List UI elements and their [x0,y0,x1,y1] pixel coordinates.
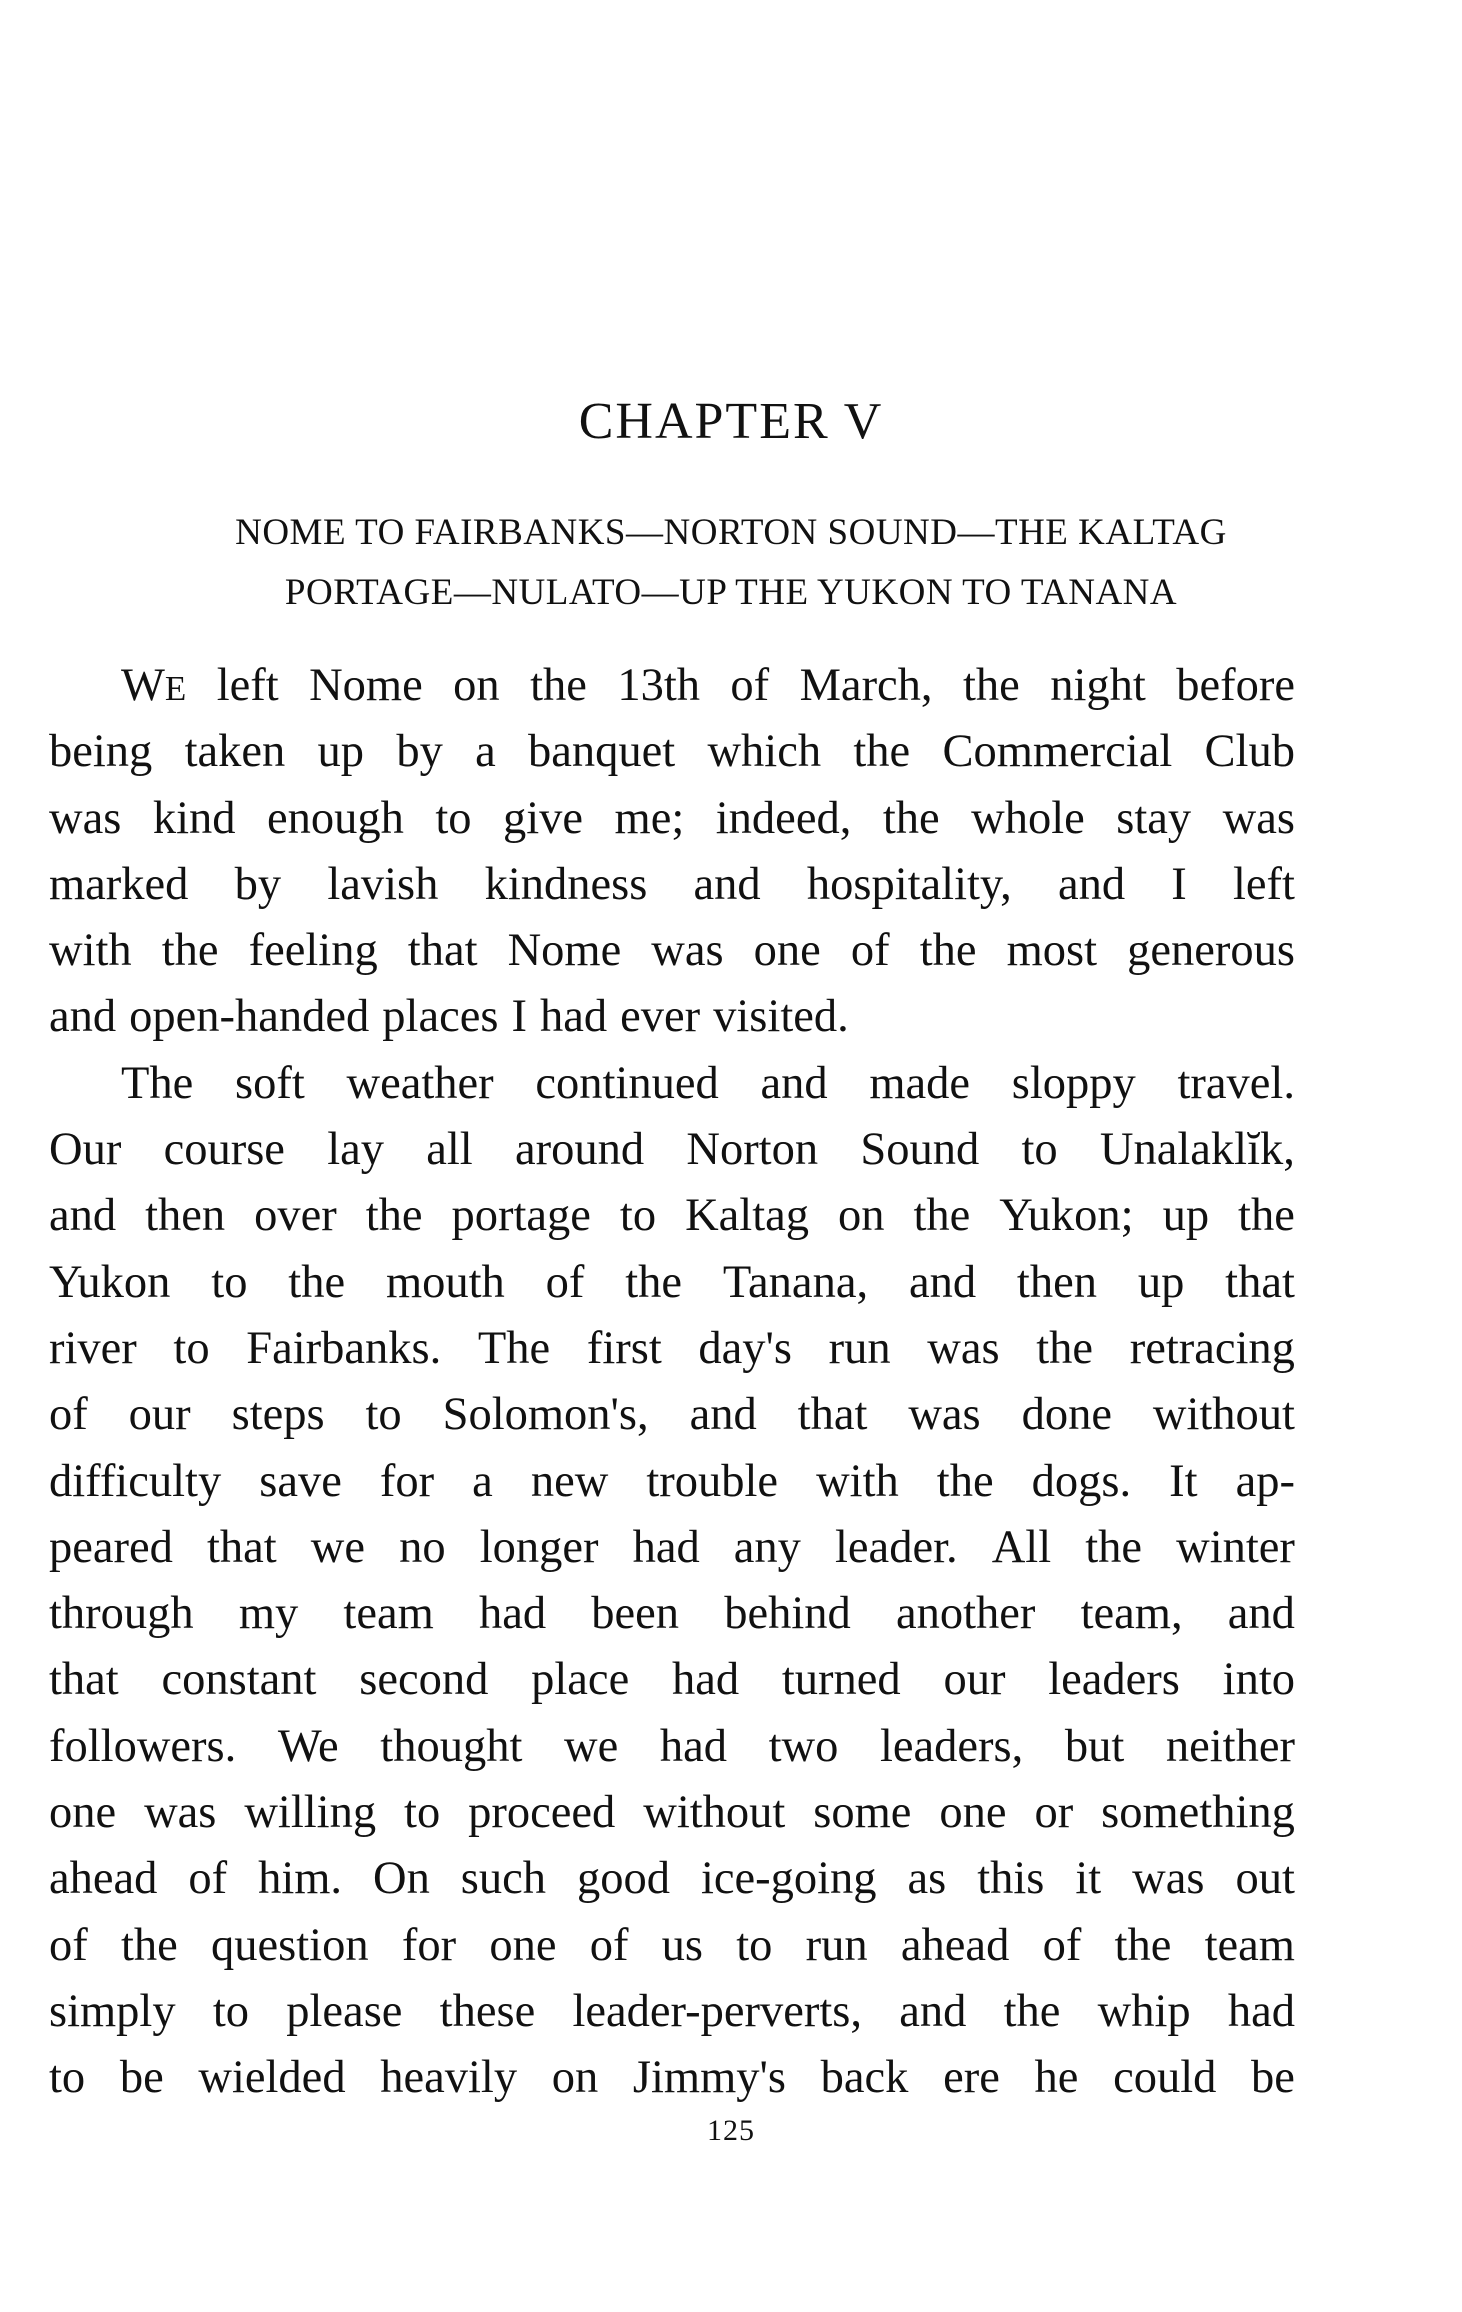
word: travel. [1177,1057,1295,1109]
word: was [1222,792,1295,844]
word: been [591,1588,680,1640]
word: to [173,1322,210,1374]
word: being [49,726,153,778]
word: on [453,660,500,711]
word: I [511,991,527,1043]
word: these [439,1985,536,2037]
word: ap- [1235,1455,1295,1507]
word: the [853,726,911,778]
word: out [1235,1853,1295,1905]
word: marked [49,858,189,910]
word: of [49,1919,88,1971]
word: Kaltag [685,1190,810,1242]
word: with [816,1455,899,1507]
word: was [49,792,122,844]
word: all [426,1124,473,1176]
word: left [216,660,279,711]
word: please [286,1985,403,2037]
word: up [1162,1190,1210,1242]
word: lavish [327,858,439,910]
word: taken [184,726,286,778]
word: the [365,1190,423,1242]
text-line [49,1979,1295,2045]
word: without [643,1787,786,1839]
word: ahead [900,1919,1010,1971]
word: Tanana, [722,1256,869,1308]
word: by [396,726,443,778]
word: day's [698,1322,792,1374]
word: was [927,1322,1000,1374]
word: and [693,858,761,910]
word: something [1101,1787,1295,1839]
word: feeling [248,925,378,977]
word: new [530,1455,609,1507]
word: winter [1176,1521,1295,1573]
word: had [539,991,608,1043]
word: trouble [646,1455,779,1507]
page-number: 125 [707,2114,755,2147]
text-line [49,719,1295,785]
word: night [1050,660,1146,711]
word: Yukon; [999,1190,1134,1242]
text-line [49,1051,1295,1117]
word: leaders, [879,1720,1024,1772]
word: done [1021,1389,1112,1441]
text-line [49,1316,1295,1382]
word: some [813,1787,912,1839]
word: ere [943,2052,1000,2104]
text-line [49,1714,1295,1780]
word: kind [152,792,236,844]
word: left [1232,858,1295,910]
word: It [1169,1455,1198,1507]
word: of [730,660,770,711]
word: Fairbanks. [246,1322,442,1374]
word: the [962,660,1020,711]
word: no [399,1521,446,1573]
word: heavily [380,2052,518,2104]
word: Our [49,1124,122,1176]
word: the [1085,1521,1143,1573]
chapter-subtitle-line: NOME TO FAIRBANKS—NORTON SOUND—THE KALTAG [235,512,1227,553]
word: dogs. [1031,1455,1132,1507]
word: difficulty [49,1455,222,1507]
word: and [49,991,117,1043]
word: was [908,1389,981,1441]
word: the [625,1256,683,1308]
text-line [49,1647,1295,1713]
word: that [407,925,478,977]
word: the [882,792,940,844]
word: to [435,792,472,844]
word: him. [258,1853,343,1905]
word: for [401,1919,457,1971]
word: save [259,1455,342,1507]
word: turned [781,1654,901,1706]
word: I [1171,858,1187,910]
word: peared [49,1521,173,1573]
word: the [288,1256,346,1308]
word: the [936,1455,994,1507]
word: it [1075,1853,1102,1905]
word: team [343,1588,434,1640]
word: had [478,1588,547,1640]
word: place [531,1654,630,1706]
word: Nome [507,925,622,977]
word: indeed, [715,792,852,844]
word: that [206,1521,277,1573]
word: proceed [468,1787,616,1839]
word: weather [346,1057,494,1109]
word: generous [1127,925,1295,977]
text-line [49,1382,1295,1448]
word: on [551,2052,599,2104]
word: portage [451,1190,591,1242]
word: leader-perverts, [572,1985,862,2037]
word: leaders [1048,1654,1180,1706]
word: team, [1080,1588,1183,1640]
word: one [753,925,821,977]
word: with [49,925,132,977]
word: was [1132,1853,1205,1905]
word: to [1021,1124,1058,1176]
word: and [899,1985,967,2037]
word: then [1016,1256,1097,1308]
word: places [382,991,499,1043]
word: made [869,1057,971,1109]
word: by [234,858,282,910]
word: up [1137,1256,1185,1308]
word: my [238,1588,299,1640]
word: mouth [385,1256,505,1308]
word: a [475,726,496,778]
word: banquet [527,726,676,778]
chapter-subtitle-line: PORTAGE—NULATO—UP THE YUKON TO TANANA [284,572,1178,613]
body-text [49,653,1295,2112]
word: continued [535,1057,719,1109]
word: The [121,1057,194,1109]
word: the [1114,1919,1172,1971]
text-line [49,1449,1295,1515]
word: of [49,1389,88,1441]
word: one [489,1919,557,1971]
word: run [805,1919,868,1971]
word: which [707,726,822,778]
text-line [49,1780,1295,1846]
word: us [661,1919,704,1971]
text-line [49,1117,1295,1183]
word: thought [380,1720,523,1772]
word: soft [235,1057,305,1109]
word: neither [1165,1720,1295,1772]
word: had [1227,1985,1295,2037]
word: retracing [1129,1322,1295,1374]
word: and [1227,1588,1295,1640]
word: kindness [484,858,648,910]
text-line [49,984,1295,1050]
word: into [1222,1654,1295,1706]
word: March, [799,660,933,711]
word: Solomon's, [442,1389,649,1441]
word: to [212,1985,250,2037]
word: followers. [49,1720,237,1772]
word: wielded [198,2052,346,2104]
word: ice-going [700,1853,877,1905]
text-line [49,1515,1295,1581]
text-line [49,786,1295,852]
word: good [577,1853,670,1905]
word: Sound [860,1124,980,1176]
word: had [632,1521,700,1573]
word: most [1006,925,1097,977]
word: hospitality, [806,858,1012,910]
word: ahead [49,1853,158,1905]
word: the [530,660,587,711]
word: the [919,925,977,977]
word: We [277,1720,339,1772]
word: whip [1097,1985,1191,2037]
word: back [820,2052,909,2104]
word: leader. [835,1521,958,1573]
word: to [736,1919,773,1971]
word: and [1057,858,1126,910]
word: ever [620,991,701,1043]
text-line [49,1183,1295,1249]
word: Norton [686,1124,819,1176]
word: of [1042,1919,1082,1971]
word: the [913,1190,971,1242]
word: he [1034,2052,1079,2104]
word: visited. [713,991,849,1043]
word: simply [49,1985,176,2037]
word: first [586,1322,662,1374]
word: me; [614,792,685,844]
word: 13th [617,660,700,711]
word: the [120,1919,178,1971]
word: steps [231,1389,325,1441]
word: one [49,1787,117,1839]
text-line [49,918,1295,984]
word: question [211,1919,369,1971]
word: whole [971,792,1085,844]
word: was [651,925,724,977]
word: Jimmy's [632,2052,786,2104]
word: of [589,1919,629,1971]
word: or [1034,1787,1074,1839]
word: sloppy [1011,1057,1136,1109]
word: had [671,1654,740,1706]
word: behind [724,1588,851,1640]
word: but [1064,1720,1125,1772]
word: longer [479,1521,599,1573]
word: could [1113,2052,1217,2104]
word: run [828,1322,891,1374]
word: to [619,1190,657,1242]
word: before [1176,660,1295,711]
word: this [977,1853,1045,1905]
word: Commercial [942,726,1173,778]
word: our [128,1389,191,1441]
word: willing [244,1787,377,1839]
word: was [144,1787,217,1839]
word: On [373,1853,430,1905]
word: and [49,1190,117,1242]
word: and [760,1057,828,1109]
word: around [514,1124,645,1176]
word: our [943,1654,1006,1706]
word: up [317,726,365,778]
word: as [907,1853,947,1905]
text-line [49,1846,1295,1912]
word: lay [327,1124,384,1176]
word: to [49,2052,86,2104]
word: we [310,1521,366,1573]
word: second [359,1654,489,1706]
word: such [460,1853,547,1905]
text-line [49,852,1295,918]
word: stay [1116,792,1192,844]
word: then [145,1190,226,1242]
word: through [49,1588,194,1640]
word: enough [266,792,404,844]
word: WE [121,660,187,711]
chapter-subtitle [60,503,1402,623]
word: course [163,1124,285,1176]
word: on [837,1190,885,1242]
word: Club [1204,726,1295,778]
word: to [365,1389,402,1441]
word: two [768,1720,839,1772]
word: for [379,1455,435,1507]
word: had [659,1720,727,1772]
word: The [477,1322,551,1374]
text-line [49,1250,1295,1316]
word: the [1036,1322,1094,1374]
word: river [49,1322,137,1374]
word: team [1204,1919,1295,1971]
word: to [404,1787,441,1839]
word: be [119,2052,164,2104]
word: be [1251,2052,1295,2104]
text-line [49,653,1295,719]
word: the [1238,1190,1295,1242]
text-line [49,1913,1295,1979]
word: to [211,1256,248,1308]
word: and [908,1256,977,1308]
word: over [254,1190,337,1242]
word: Yukon [49,1256,171,1308]
word: the [1003,1985,1061,2037]
text-line [49,2045,1295,2111]
word: Nome [309,660,423,711]
word: one [939,1787,1007,1839]
text-line [49,1581,1295,1647]
word: give [503,792,584,844]
word: open-handed [129,991,370,1043]
word: another [895,1588,1036,1640]
word: that [1225,1256,1295,1308]
word: that [49,1654,119,1706]
word: any [733,1521,801,1573]
word: of [545,1256,585,1308]
chapter-title: CHAPTER V [578,393,884,450]
word: Unalaklĭk, [1099,1124,1295,1176]
word: we [563,1720,619,1772]
word: the [161,925,219,977]
word: and [689,1389,757,1441]
word: of [850,925,890,977]
word: constant [161,1654,317,1706]
word: that [797,1389,868,1441]
word: All [991,1521,1052,1573]
word: without [1152,1389,1295,1441]
word: a [472,1455,493,1507]
word: of [188,1853,228,1905]
